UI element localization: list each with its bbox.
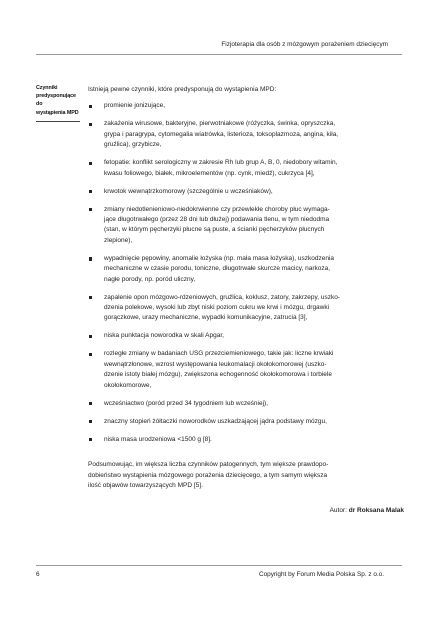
- factor-text-line: znaczny stopień żółtaczki noworodków uszkadzającej jądra podstawy mózgu,: [104, 417, 327, 425]
- footer-divider: [36, 565, 402, 566]
- factor-item: [88, 417, 404, 427]
- factor-text-line: okołokomorowe,: [104, 381, 152, 389]
- square-bullet-icon: [89, 123, 92, 126]
- page-number: 6: [36, 571, 40, 578]
- square-bullet-icon: [89, 257, 92, 260]
- author-name: dr Roksana Malak: [348, 507, 404, 515]
- factor-item: [88, 254, 404, 285]
- square-bullet-icon: [89, 402, 92, 405]
- square-bullet-icon: [89, 335, 92, 338]
- factors-list: [88, 101, 404, 445]
- square-bullet-icon: [89, 208, 92, 211]
- factor-text-line: jące długotrwałego (przez 28 dni lub dłużej) podawania tlenu, w tym niedodma: [104, 216, 330, 224]
- factor-text-line: krwotok wewnątrzkomorowy (szczególnie u wcześniaków),: [104, 187, 273, 195]
- sidebar-label-line: wystąpienia MPD: [36, 109, 79, 116]
- factor-item: [88, 331, 404, 341]
- square-bullet-icon: [89, 438, 92, 441]
- factor-item: [88, 158, 404, 179]
- square-bullet-icon: [89, 420, 92, 423]
- factor-text-line: wewnątrzłonowe, wzrost występowania leukomalacji okołokomorowej (uszko-: [104, 360, 327, 368]
- summary-line: dobieństwo wystąpienia mózgowego porażenia dziecięcego, a tym samym większa: [88, 471, 328, 479]
- summary-line: Podsumowując, im większa liczba czynników patogennych, tym większe prawdopo-: [88, 461, 329, 469]
- factor-item: [88, 187, 404, 197]
- factor-text-line: (stan, w którym pęcherzyki płucne są puste, a ścianki pęcherzyków płucnych: [104, 226, 325, 234]
- factor-item: [88, 101, 404, 111]
- square-bullet-icon: [89, 105, 92, 108]
- sidebar-label-line: predysponujące do: [36, 93, 76, 108]
- factor-text-line: zlepione),: [104, 236, 133, 244]
- factor-text-line: zmiany niedotlenieniowo-niedokrwienne czy przewlekłe choroby płuc wymaga-: [104, 205, 330, 213]
- factor-text-line: dzenia polekowe, wysoki lub zbyt niski poziom cukru we krwi i mózgu, drgawki: [104, 304, 330, 312]
- author-line: [88, 506, 404, 516]
- factor-text-line: rozległe zmiany w badaniach USG przezciemieniowego, takie jak: liczne krwiaki: [104, 350, 334, 358]
- square-bullet-icon: [89, 353, 92, 356]
- factor-item: [88, 119, 404, 150]
- intro-paragraph: Istnieją pewne czynniki, które predysponują do wystąpienia MPD:: [88, 86, 277, 93]
- copyright-notice: Copyright by Forum Media Polska Sp. z o.o.: [258, 571, 384, 578]
- author-label: Autor:: [329, 507, 347, 515]
- running-header: Fizjoterapia dla osób z mózgowym porażeniem dziecięcym: [221, 41, 388, 48]
- factor-text-line: dzenie istoty białej mózgu), zwiększona echogenność okołokomorowa i torbiele: [104, 371, 332, 379]
- factor-text-line: grypa i paragrypa, cytomegalia wiatrówka, listerioza, toksoplazmoza, angina, kiła,: [104, 130, 339, 138]
- factor-text-line: promienie jonizujące,: [104, 102, 166, 110]
- factor-text-line: fetopatie: konflikt serologiczny w zakresie Rh lub grup A, B, 0, niedobory witamin,: [104, 159, 338, 167]
- factor-text-line: nagłe porody, np. poród uliczny,: [104, 275, 196, 283]
- summary-paragraph: [88, 460, 404, 491]
- factor-item: [88, 293, 404, 324]
- main-content: [88, 85, 404, 517]
- factor-text-line: mechaniczne w czasie porodu, toniczne, długotrwałe skurcze macicy, narkoza,: [104, 265, 331, 273]
- summary-line: ilość objawów towarzyszących MPD [5].: [88, 481, 203, 489]
- factor-text-line: niska masa urodzeniowa <1500 g [8].: [104, 435, 212, 443]
- sidebar-label-line: Czynniki: [36, 85, 58, 91]
- square-bullet-icon: [89, 162, 92, 165]
- factor-text-line: gruźlica), grzybicze,: [104, 141, 162, 149]
- factor-item: [88, 435, 404, 445]
- factor-text-line: zakażenia wirusowe, bakteryjne, pierwotniakowe (różyczka, świnka, opryszczka,: [104, 120, 336, 128]
- factor-text-line: wcześniactwo (poród przed 34 tygodniem lub wcześniej),: [104, 399, 269, 407]
- square-bullet-icon: [89, 296, 92, 299]
- factor-text-line: niska punktacja noworodka w skali Apgar,: [104, 332, 224, 340]
- factor-item: [88, 349, 404, 391]
- factor-text-line: wypadnięcie pępowiny, anomalie łożyska (np. mała masa łożyska), uszkodzenia: [104, 254, 335, 262]
- sidebar-label: [36, 84, 80, 122]
- square-bullet-icon: [89, 190, 92, 193]
- factor-text-line: gorączkowe, urazy mechaniczne, wypadki komunikacyjne, zatrucia [3],: [104, 314, 308, 322]
- factor-text-line: kwasu foliowego, białek, mikroelementów (np. cynk, miedź), cukrzyca [4],: [104, 169, 315, 177]
- header-divider: [36, 54, 402, 55]
- factor-item: [88, 205, 404, 247]
- factor-item: [88, 399, 404, 409]
- factor-text-line: zapalenie opon mózgowo-rdzeniowych, gruźlica, koklusz, zatory, zakrzepy, uszko-: [104, 293, 341, 301]
